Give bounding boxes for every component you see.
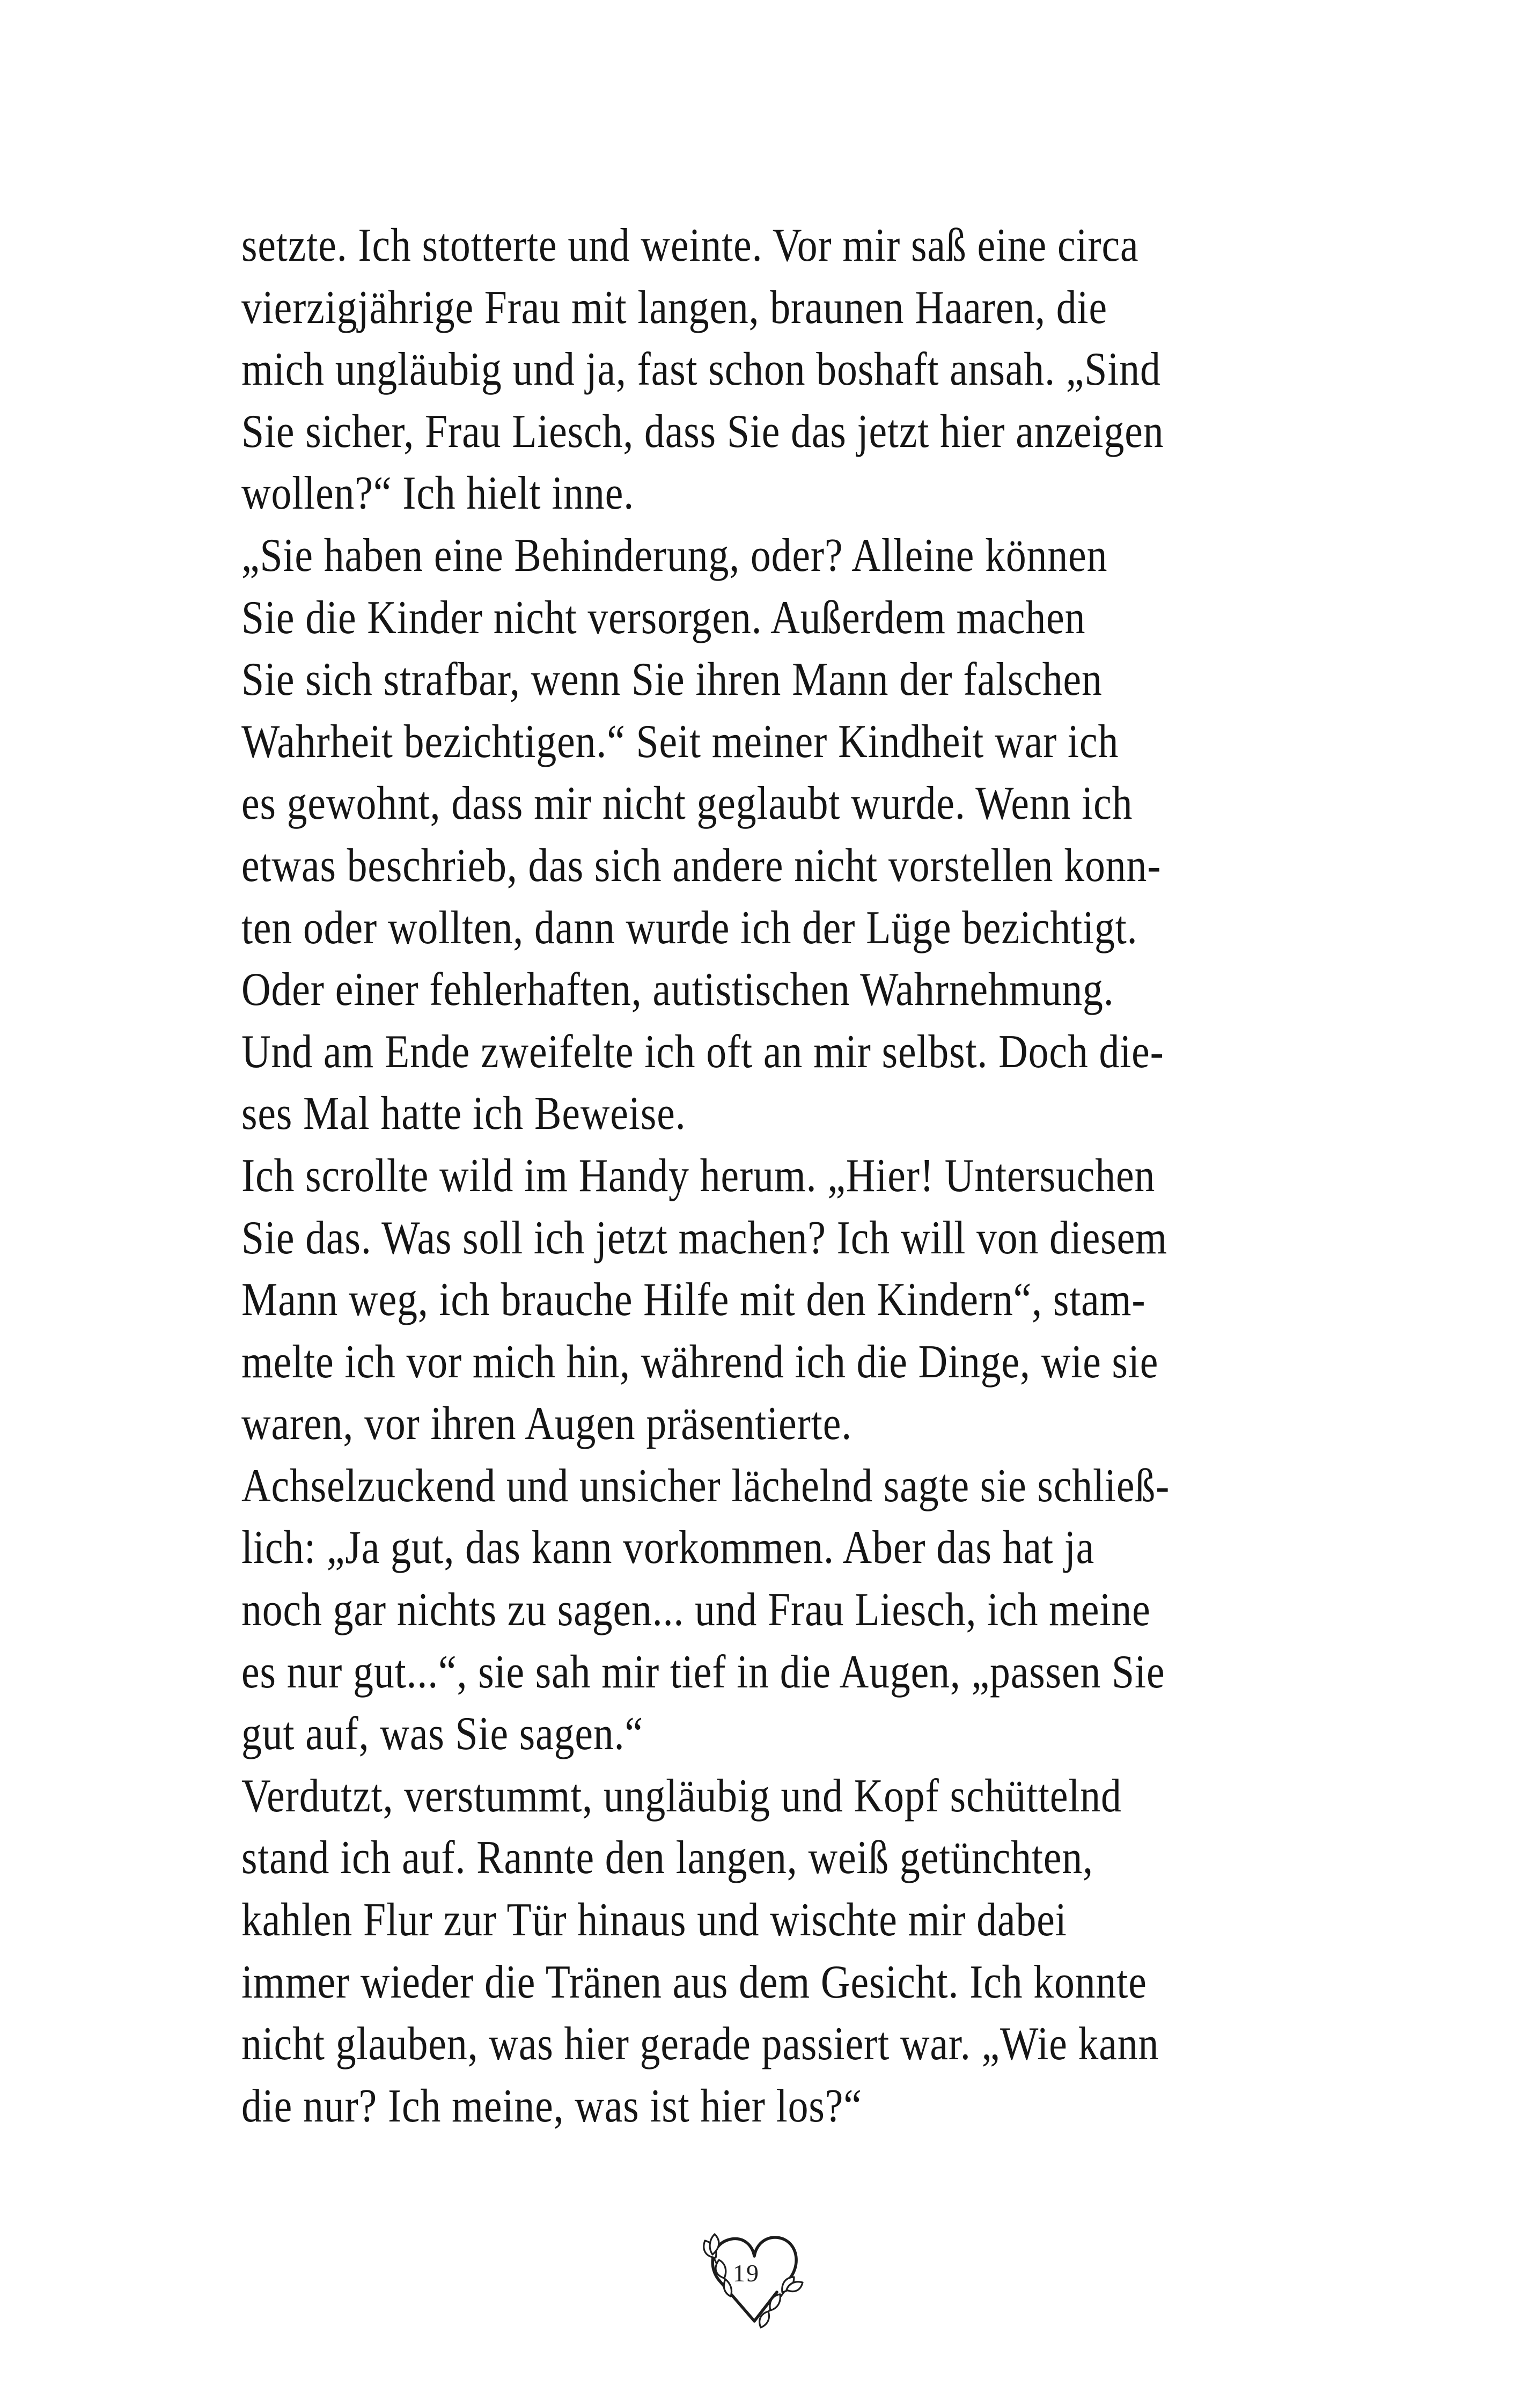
text-line: „Sie haben eine Behinderung, oder? Alleine können bbox=[241, 529, 1108, 582]
text-line: Verdutzt, verstummt, ungläubig und Kopf schüttelnd bbox=[241, 1770, 1122, 1822]
page-number: 19 bbox=[732, 2259, 760, 2287]
text-line: Sie die Kinder nicht versorgen. Außerdem machen bbox=[241, 591, 1086, 644]
text-line: setzte. Ich stotterte und weinte. Vor mir saß eine circa bbox=[241, 219, 1139, 271]
text-line: Oder einer fehlerhaften, autistischen Wahrnehmung. bbox=[241, 964, 1114, 1016]
text-line: Sie sicher, Frau Liesch, dass Sie das jetzt hier anzeigen bbox=[241, 405, 1164, 458]
text-line: ses Mal hatte ich Beweise. bbox=[241, 1088, 686, 1140]
text-line: Und am Ende zweifelte ich oft an mir selbst. Doch die- bbox=[241, 1025, 1164, 1078]
text-line: es gewohnt, dass mir nicht geglaubt wurde. Wenn ich bbox=[241, 777, 1133, 830]
text-line: immer wieder die Tränen aus dem Gesicht. Ich konnte bbox=[241, 1956, 1147, 2008]
text-line: Mann weg, ich brauche Hilfe mit den Kindern“, stam- bbox=[241, 1274, 1146, 1326]
text-line: melte ich vor mich hin, während ich die Dinge, wie sie bbox=[241, 1335, 1159, 1388]
text-line: lich: „Ja gut, das kann vorkommen. Aber das hat ja bbox=[241, 1522, 1095, 1574]
text-line: Sie sich strafbar, wenn Sie ihren Mann der falschen bbox=[241, 654, 1103, 706]
text-line: kahlen Flur zur Tür hinaus und wischte mir dabei bbox=[241, 1894, 1067, 1947]
text-line: die nur? Ich meine, was ist hier los?“ bbox=[241, 2080, 862, 2132]
text-line: mich ungläubig und ja, fast schon boshaft ansah. „Sind bbox=[241, 343, 1161, 396]
text-line: es nur gut...“, sie sah mir tief in die Augen, „passen Sie bbox=[241, 1646, 1165, 1698]
heart-leaves-svg bbox=[693, 2226, 813, 2333]
text-line: Ich scrollte wild im Handy herum. „Hier! Untersuchen bbox=[241, 1149, 1156, 1202]
text-line: nicht glauben, was hier gerade passiert war. „Wie kann bbox=[241, 2018, 1159, 2071]
text-line: stand ich auf. Rannte den langen, weiß getünchten, bbox=[241, 1832, 1093, 1884]
text-line: Achselzuckend und unsicher lächelnd sagte sie schließ- bbox=[241, 1459, 1170, 1512]
heart-ornament bbox=[693, 2226, 813, 2333]
text-line: gut auf, was Sie sagen.“ bbox=[241, 1708, 643, 1760]
text-line: wollen?“ Ich hielt inne. bbox=[241, 467, 635, 520]
text-line: Wahrheit bezichtigen.“ Seit meiner Kindheit war ich bbox=[241, 715, 1119, 768]
body-text bbox=[241, 215, 1491, 2137]
text-line: waren, vor ihren Augen präsentierte. bbox=[241, 1398, 853, 1450]
text-line: etwas beschrieb, das sich andere nicht vorstellen konn- bbox=[241, 839, 1162, 892]
text-line: ten oder wollten, dann wurde ich der Lüge bezichtigt. bbox=[241, 901, 1138, 954]
text-line: noch gar nichts zu sagen... und Frau Liesch, ich meine bbox=[241, 1584, 1151, 1636]
text-line: vierzigjährige Frau mit langen, braunen Haaren, die bbox=[241, 281, 1107, 334]
leaf-sprig-bottom-right bbox=[759, 2277, 802, 2328]
page-footer bbox=[0, 2226, 1521, 2333]
leaf-sprig-top-left bbox=[703, 2234, 731, 2296]
text-line: Sie das. Was soll ich jetzt machen? Ich will von diesem bbox=[241, 1212, 1167, 1264]
